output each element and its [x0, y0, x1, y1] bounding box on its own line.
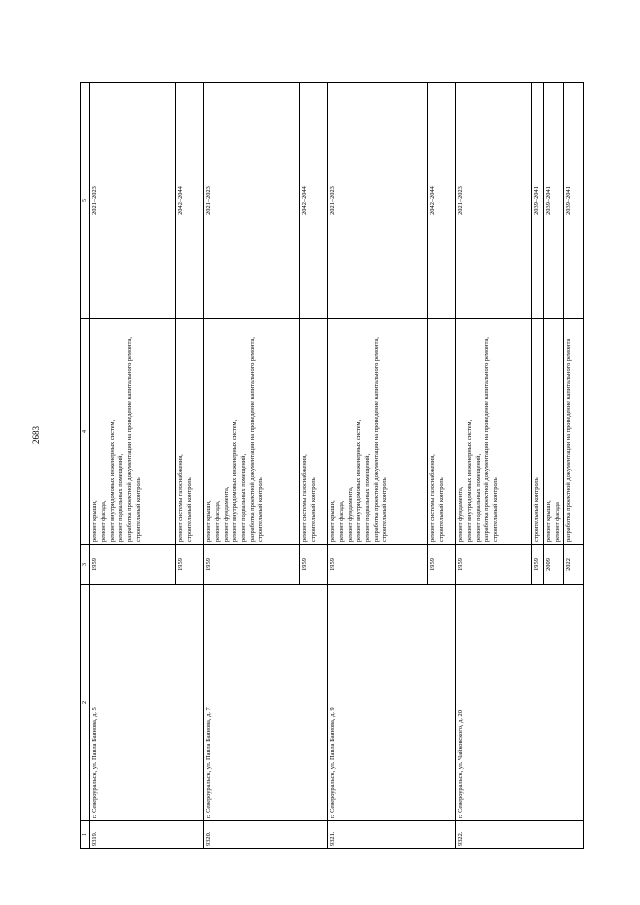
header-row: [81, 83, 90, 849]
period: 2021–2023: [456, 83, 532, 319]
period: 2042–2044: [300, 83, 328, 319]
table-row: [456, 83, 532, 849]
period: 2042–2044: [176, 83, 204, 319]
works: строительный контроль: [532, 319, 544, 545]
works: ремонт крыши, ремонт фасада, ремонт фундамента, ремонт внутридомовых инженерных систем, ремонт подвальных помещений, разработка проектной документации на проведение капитального ремонта, строительный контроль: [328, 319, 428, 545]
row-number: 9320.: [204, 821, 328, 849]
works: разработка проектной документации на проведение капитального ремонта: [564, 319, 584, 545]
address: г. Североуральск, ул. Павла Баянова, д. 9: [328, 585, 456, 821]
year: 1959: [204, 545, 300, 585]
works: ремонт крыши, ремонт фасада, ремонт фундамента, ремонт внутридомовых инженерных систем, ремонт подвальных помещений, разработка проектной документации на проведение капитального ремонта, строительный контроль: [204, 319, 300, 545]
year: 1959: [300, 545, 328, 585]
column-header: 1: [81, 821, 90, 849]
works: ремонт системы газоснабжения, строительный контроль: [176, 319, 204, 545]
year: 1959: [456, 545, 532, 585]
address: г. Североуральск, ул. Чайковского, д. 20: [456, 585, 584, 821]
year: 2022: [564, 545, 584, 585]
works: ремонт крыши, ремонт фасада: [543, 319, 563, 545]
works: ремонт системы газоснабжения, строительный контроль: [300, 319, 328, 545]
table-row: [328, 83, 428, 849]
period: 2042–2044: [428, 83, 456, 319]
year: 1959: [90, 545, 176, 585]
address: г. Североуральск, ул. Павла Баянова, д. 5: [90, 585, 204, 821]
year: 1959: [176, 545, 204, 585]
row-number: 9321.: [328, 821, 456, 849]
page-number: 2683: [31, 426, 41, 444]
row-number: 9319.: [90, 821, 204, 849]
column-header: 5: [81, 83, 90, 319]
year: 1959: [328, 545, 428, 585]
rotated-page: [80, 83, 600, 849]
column-header: 2: [81, 585, 90, 821]
period: 2021–2023: [204, 83, 300, 319]
table-row: [204, 83, 300, 849]
works: ремонт крыши, ремонт фасада, ремонт внутридомовых инженерных систем, ремонт подвальных помещений, разработка проектной документации на проведение капитального ремонта, строительный контроль: [90, 319, 176, 545]
period: 2021–2023: [328, 83, 428, 319]
period: 2039–2041: [564, 83, 584, 319]
row-number: 9322.: [456, 821, 584, 849]
repair-schedule-table: [80, 82, 584, 849]
works: ремонт фундамента, ремонт внутридомовых инженерных систем, ремонт подвальных помещений, разработка проектной документации на проведение капитального ремонта, строительный контроль: [456, 319, 532, 545]
table-row: [90, 83, 176, 849]
year: 1959: [428, 545, 456, 585]
column-header: 3: [81, 545, 90, 585]
year: 1959: [532, 545, 544, 585]
period: 2039–2041: [543, 83, 563, 319]
address: г. Североуральск, ул. Павла Баянова, д. 7: [204, 585, 328, 821]
period: 2021–2023: [90, 83, 176, 319]
works: ремонт системы газоснабжения, строительный контроль: [428, 319, 456, 545]
year: 2009: [543, 545, 563, 585]
column-header: 4: [81, 319, 90, 545]
period: 2039–2041: [532, 83, 544, 319]
